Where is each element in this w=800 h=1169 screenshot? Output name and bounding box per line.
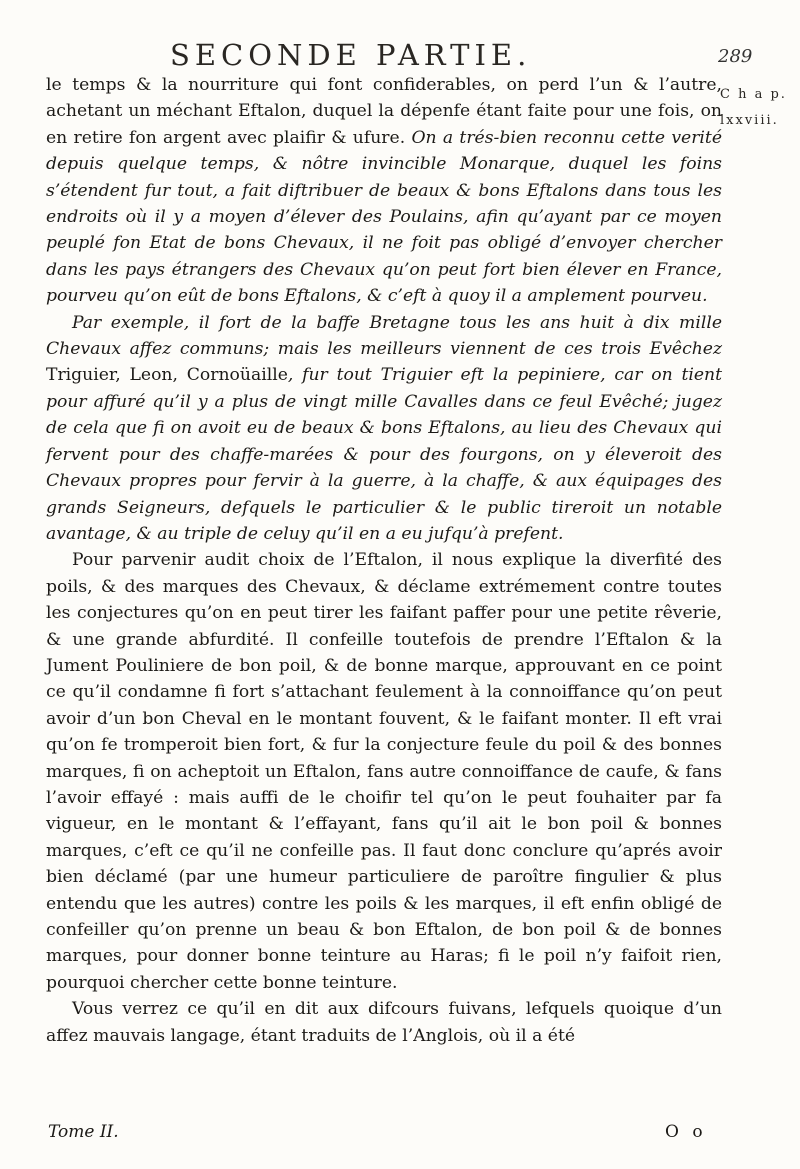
signature-mark: O o: [665, 1122, 707, 1142]
roman-text: Vous verrez ce qu’il en dit aux difcours fuivans, lefquels quoique d’un affez mauvais langage, étant traduits de l’Anglois, où il a été: [46, 999, 722, 1046]
roman-text: Pour parvenir audit choix de l’Eftalon, il nous explique la diverfité des poils, & des marques des Chevaux, & déclame extrémement contre toutes les conjectures qu’on en peut tirer les faifant paffer pour une petite rêverie, & une grande abfurdité. Il confeille toutefois de prendre l’Eftalon & la Jument Pouliniere de bon poil, & de bonne marque, approuvant en ce point ce qu’il condamne fi fort s’attachant feulement à la connoiffance qu’on peut avoir d’un bon Cheval en le montant fouvent, & le faifant monter. Il eft vrai qu’on fe tromperoit bien fort, & fur la conjecture feule du poil & des bonnes marques, fi on acheptoit un Eftalon, fans autre connoiffance de caufe, & fans l’avoir effayé : mais auffi de le choifir tel qu’on le peut fouhaiter par fa vigueur, en le montant & l’effayant, fans qu’il ait le bon poil & bonnes marques, c’eft ce qu’il ne confeille pas. Il faut donc conclure qu’aprés avoir bien déclamé (par une humeur particuliere de paroître fingulier & plus entendu que les autres) contre les poils & les marques, il eft enfin obligé de confeiller qu’on prenne un beau & bon Eftalon, de bon poil & de bonnes marques, pour donner bonne teinture au Haras; fi le poil n’y faifoit rien, pourquoi chercher cette bonne teinture.: [46, 550, 722, 993]
running-head: SECONDE PARTIE.: [170, 38, 532, 72]
italic-text: , fur tout Triguier eft la pepiniere, car on tient pour affuré qu’il y a plus de vingt mille Cavalles dans ce feul Evêché; jugez de cela que fi on avoit eu de beaux & bons Eftalons, au lieu des Chevaux qui fervent pour des chaffe-marées & pour des fourgons, on y éleveroit des Chevaux propres pour fervir à la guerre, à la chaffe, & aux équipages des grands Seigneurs, defquels le particulier & le public tireroit un notable avantage, & au triple de celuy qu’il en a eu jufqu’à prefent.: [46, 365, 722, 544]
roman-text: Triguier, Leon, Cornoüaille: [46, 365, 288, 386]
paragraph: [46, 996, 722, 1049]
paragraph: [46, 310, 722, 548]
chapter-margin-note: [720, 82, 800, 134]
italic-text: Par exemple, il fort de la baffe Bretagne tous les ans huit à dix mille Chevaux affez communs; mais les meilleurs viennent de ces trois Evêchez: [46, 312, 722, 360]
page-number: 289: [718, 46, 753, 67]
roman-text: le temps & la nourriture qui font confiderables, on perd l’un & l’autre, achetant un méchant Eftalon, duquel la dépenfe étant faite pour une fois, on en retire fon argent avec plaifir & ufure.: [46, 75, 722, 148]
body-text: [46, 72, 722, 1049]
italic-text: On a trés-bien reconnu cette verité depuis quelque temps, & nôtre invincible Monarque, duquel les foins s’étendent fur tout, a fait diftribuer de beaux & bons Eftalons dans tous les endroits où il y a moyen d’élever des Poulains, afin qu’ayant par ce moyen peuplé fon Etat de bons Chevaux, il ne foit pas obligé d’envoyer chercher dans les pays étrangers des Chevaux qu’on peut fort bien élever en France, pourveu qu’on eût de bons Eftalons, & c’eft à quoy il a amplement pourveu.: [46, 127, 722, 307]
paragraph: [46, 547, 722, 996]
chapter-label: C h a p.: [720, 87, 787, 102]
volume-label: Tome II.: [48, 1122, 119, 1142]
paragraph: [46, 72, 722, 310]
chapter-number: lxxviii.: [720, 113, 779, 128]
